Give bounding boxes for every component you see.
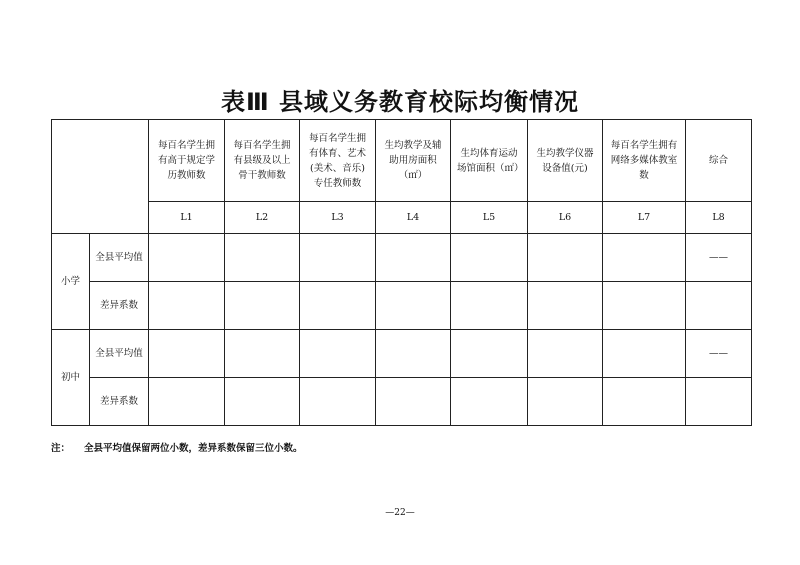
row-label: 差异系数	[90, 378, 149, 426]
column-header: 每百名学生拥有高于规定学历教师数	[149, 120, 225, 202]
balance-table	[51, 119, 752, 426]
data-cell[interactable]	[149, 282, 225, 330]
column-header: 生均教学及辅助用房面积（㎡）	[376, 120, 451, 202]
group-label-primary: 小学	[52, 234, 90, 330]
table-row	[52, 378, 752, 426]
corner-cell	[52, 120, 149, 234]
data-cell[interactable]	[528, 378, 603, 426]
column-header: 生均体育运动场馆面积（㎡）	[451, 120, 528, 202]
table-row	[52, 234, 752, 282]
data-cell[interactable]	[528, 234, 603, 282]
column-code: L7	[603, 202, 686, 234]
data-cell[interactable]	[451, 378, 528, 426]
column-header: 生均教学仪器设备值(元)	[528, 120, 603, 202]
page-number: —22—	[385, 508, 415, 518]
data-cell[interactable]	[376, 234, 451, 282]
group-label-middle: 初中	[52, 330, 90, 426]
data-cell[interactable]	[528, 330, 603, 378]
note-label: 注：	[51, 443, 71, 454]
data-cell[interactable]	[300, 234, 376, 282]
column-header: 每百名学生拥有县级及以上骨干教师数	[225, 120, 300, 202]
column-header: 每百名学生拥有网络多媒体教室数	[603, 120, 686, 202]
row-label: 全县平均值	[90, 234, 149, 282]
table-row	[52, 330, 752, 378]
table-note	[51, 440, 303, 454]
code-row	[52, 202, 752, 234]
table-title: 表Ⅲ 县域义务教育校际均衡情况	[220, 88, 580, 116]
column-header: 综合	[686, 120, 752, 202]
data-cell[interactable]	[603, 378, 686, 426]
column-header: 每百名学生拥有体育、艺术(美术、音乐)专任教师数	[300, 120, 376, 202]
data-cell[interactable]	[149, 234, 225, 282]
data-cell[interactable]	[300, 282, 376, 330]
data-cell[interactable]	[376, 378, 451, 426]
data-cell[interactable]	[603, 330, 686, 378]
data-cell[interactable]	[528, 282, 603, 330]
column-code: L3	[300, 202, 376, 234]
row-label: 差异系数	[90, 282, 149, 330]
column-code: L8	[686, 202, 752, 234]
data-cell[interactable]	[300, 378, 376, 426]
data-cell[interactable]	[451, 234, 528, 282]
data-cell[interactable]	[225, 378, 300, 426]
data-cell[interactable]	[376, 330, 451, 378]
column-code: L5	[451, 202, 528, 234]
data-cell[interactable]	[451, 282, 528, 330]
data-cell[interactable]	[451, 330, 528, 378]
data-cell[interactable]	[225, 330, 300, 378]
data-cell[interactable]	[149, 330, 225, 378]
data-cell[interactable]	[225, 234, 300, 282]
table-row	[52, 282, 752, 330]
column-code: L4	[376, 202, 451, 234]
data-cell[interactable]	[300, 330, 376, 378]
data-cell[interactable]	[149, 378, 225, 426]
composite-cell[interactable]	[686, 282, 752, 330]
header-row	[52, 120, 752, 202]
data-cell[interactable]	[603, 282, 686, 330]
note-text: 全县平均值保留两位小数，差异系数保留三位小数。	[84, 443, 303, 454]
composite-cell: ——	[686, 330, 752, 378]
row-label: 全县平均值	[90, 330, 149, 378]
data-cell[interactable]	[603, 234, 686, 282]
data-cell[interactable]	[225, 282, 300, 330]
column-code: L6	[528, 202, 603, 234]
data-cell[interactable]	[376, 282, 451, 330]
column-code: L2	[225, 202, 300, 234]
composite-cell: ——	[686, 234, 752, 282]
column-code: L1	[149, 202, 225, 234]
composite-cell[interactable]	[686, 378, 752, 426]
